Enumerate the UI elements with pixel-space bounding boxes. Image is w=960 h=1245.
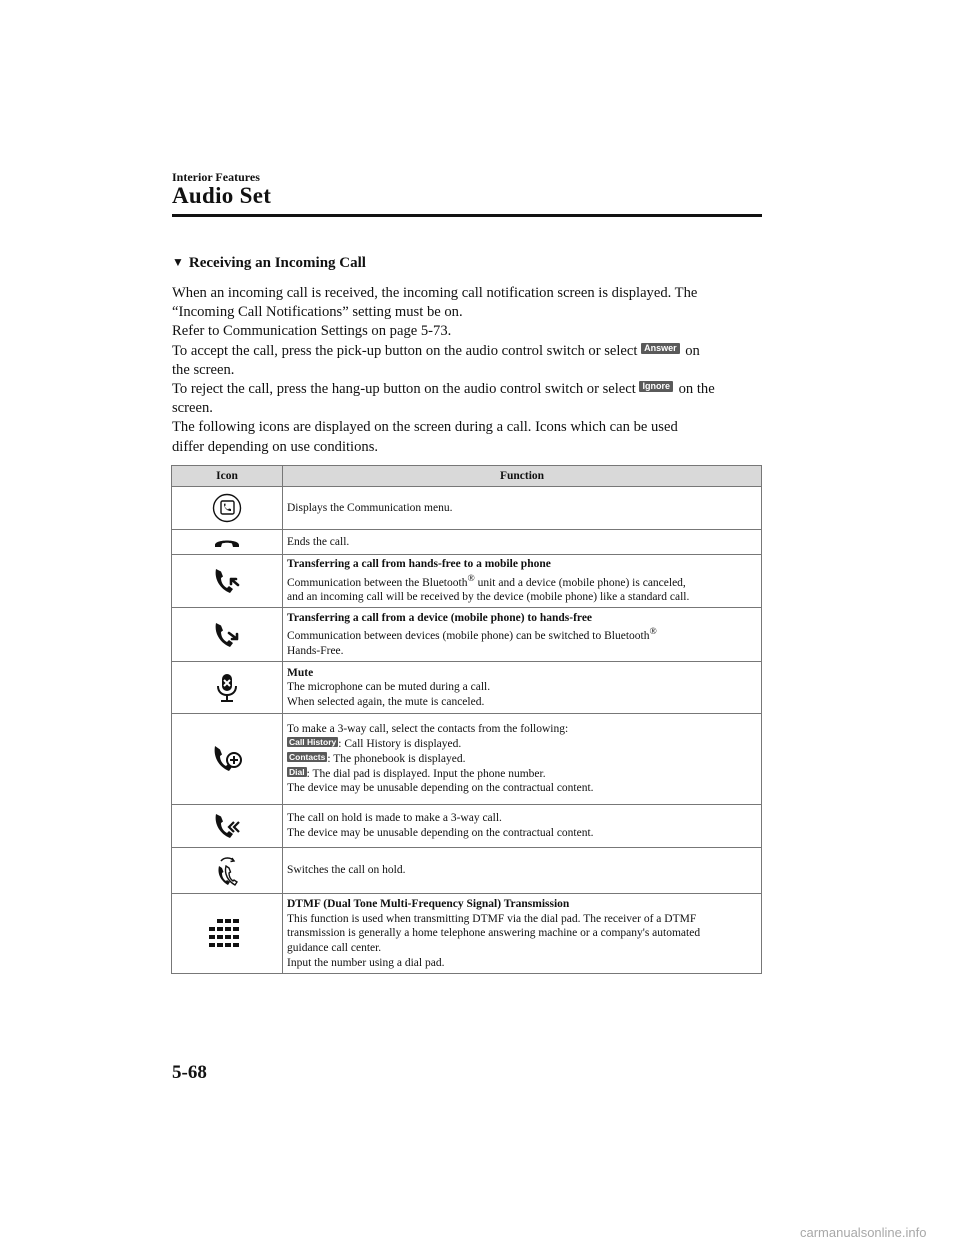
table-row	[172, 487, 762, 530]
function-line: Communication between devices (mobile phone) can be switched to Bluetooth®	[287, 626, 657, 643]
function-line: When selected again, the mute is canceled.	[287, 696, 485, 709]
table-row	[172, 894, 762, 974]
function-line: Call History : Call History is displayed.	[289, 737, 462, 751]
icon-function-table	[171, 465, 762, 974]
table-row	[172, 848, 762, 894]
icon-cell	[172, 894, 283, 974]
icon-cell	[172, 805, 283, 848]
p3-line2: the screen.	[172, 361, 235, 378]
icon-cell	[172, 662, 283, 714]
function-line: The microphone can be muted during a call.	[287, 681, 491, 694]
p1-line2: “Incoming Call Notifications” setting must be on.	[172, 304, 463, 321]
dial-pad-icon	[209, 917, 245, 951]
function-cell	[283, 662, 762, 714]
function-title: Transferring a call from a device (mobile phone) to hands-free	[287, 611, 593, 624]
communication-menu-icon	[212, 493, 242, 523]
paragraph-1	[172, 284, 764, 322]
p3-text: To accept the call, press the pick-up button on the audio control switch or select	[172, 342, 642, 359]
function-line: Input the number using a dial pad.	[287, 956, 445, 969]
table-header-row	[172, 466, 762, 487]
function-column-header: Function	[283, 466, 762, 487]
function-line: Contacts : The phonebook is displayed.	[289, 751, 466, 765]
function-line: The device may be unusable depending on the contractual content.	[287, 827, 594, 840]
body-text	[172, 284, 764, 457]
function-line: The call on hold is made to make a 3-way call.	[287, 812, 502, 825]
function-line: Dial : The dial pad is displayed. Input the phone number.	[289, 766, 546, 780]
add-call-icon	[212, 743, 242, 775]
p3-after: on	[681, 342, 700, 359]
answer-button: Answer	[641, 343, 680, 354]
contacts-button: Contacts	[289, 751, 326, 762]
icon-cell	[172, 714, 283, 805]
page-title: Audio Set	[172, 183, 272, 208]
table-row	[172, 555, 762, 608]
function-cell	[283, 714, 762, 805]
icon-cell	[172, 848, 283, 894]
function-title: DTMF (Dual Tone Multi-Frequency Signal) Transmission	[287, 897, 570, 910]
function-line: This function is used when transmitting DTMF via the dial pad. The receiver of a DTMF	[287, 912, 697, 925]
ignore-button: Ignore	[639, 381, 673, 392]
p5-line2: differ depending on use conditions.	[172, 438, 379, 455]
table-row	[172, 805, 762, 848]
function-line: Communication between the Bluetooth® unit and a device (mobile phone) is canceled,	[287, 572, 686, 589]
section-label: Interior Features	[172, 170, 260, 184]
function-cell: Displays the Communication menu.	[283, 487, 762, 530]
function-line: The device may be unusable depending on the contractual content.	[287, 782, 594, 795]
triangle-marker-icon: ▼	[172, 255, 184, 269]
function-cell	[283, 608, 762, 662]
table-row	[172, 608, 762, 662]
function-line: Hands-Free.	[287, 645, 344, 658]
function-line: To make a 3-way call, select the contacts from the following:	[287, 723, 569, 736]
dial-button: Dial	[289, 766, 305, 777]
page-number: 5-68	[172, 1062, 207, 1083]
p4-after: on the	[674, 381, 715, 398]
function-cell: Ends the call.	[283, 530, 762, 555]
call-history-button: Call History	[289, 737, 337, 748]
p4-text: To reject the call, press the hang-up button on the audio control switch or select	[172, 381, 640, 398]
function-line: transmission is generally a home telephone answering machine or a company's automated	[287, 927, 701, 940]
watermark: carmanualsonline.info	[800, 1225, 927, 1240]
p1-line1: When an incoming call is received, the incoming call notification screen is displayed. The	[172, 285, 698, 301]
transfer-to-handsfree-icon	[213, 620, 241, 650]
function-title: Mute	[287, 666, 314, 679]
hold-switch-icon	[213, 854, 241, 888]
paragraph-5	[172, 418, 764, 456]
icon-cell	[172, 555, 283, 608]
heading-divider	[172, 214, 762, 217]
table-row	[172, 662, 762, 714]
icon-cell	[172, 487, 283, 530]
transfer-to-phone-icon	[213, 566, 241, 596]
function-title: Transferring a call from hands-free to a mobile phone	[287, 558, 551, 570]
subsection-heading	[172, 255, 366, 272]
subsection-title: Receiving an Incoming Call	[188, 255, 366, 271]
p4-line2: screen.	[172, 400, 213, 417]
function-cell	[283, 805, 762, 848]
icon-column-header: Icon	[172, 466, 283, 487]
table-row	[172, 530, 762, 555]
function-line: guidance call center.	[287, 942, 382, 955]
p5-line1: The following icons are displayed on the screen during a call. Icons which can be used	[172, 419, 678, 436]
paragraph-3	[172, 342, 764, 380]
paragraph-2: Refer to Communication Settings on page 5-73.	[172, 323, 452, 340]
mute-microphone-icon	[216, 672, 238, 704]
paragraph-4	[172, 380, 764, 418]
icon-cell	[172, 608, 283, 662]
function-cell	[283, 894, 762, 974]
function-line: and an incoming call will be received by the device (mobile phone) like a standard call.	[287, 591, 690, 604]
icon-cell	[172, 530, 283, 555]
function-cell	[283, 555, 762, 608]
merge-call-icon	[213, 811, 241, 841]
function-cell: Switches the call on hold.	[283, 848, 762, 894]
end-call-icon	[213, 535, 241, 549]
table-row	[172, 714, 762, 805]
